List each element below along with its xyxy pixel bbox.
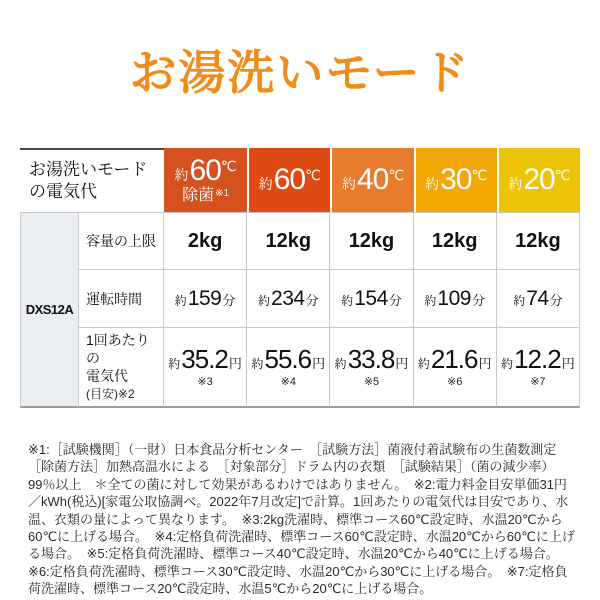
runtime-cell: 約159分 xyxy=(164,270,247,328)
temp-value: 60 xyxy=(189,153,221,187)
electricity-cost-table xyxy=(20,148,580,408)
temp-unit: ℃ xyxy=(220,157,237,174)
cost-cell: 約55.6円 ※4 xyxy=(247,328,330,408)
approx-prefix: 約 xyxy=(258,176,273,193)
temp-column-header-40c xyxy=(330,148,413,212)
temp-header-main xyxy=(175,155,237,187)
model-label: DXS12A xyxy=(20,212,79,408)
footnote-ref: ※3 xyxy=(197,376,213,388)
temp-value: 30 xyxy=(440,163,472,197)
capacity-cell: 2kg xyxy=(164,212,247,270)
temp-unit: ℃ xyxy=(305,167,321,184)
sanitize-label: 除菌$^{※1}$ xyxy=(182,187,230,205)
capacity-cell: 12kg xyxy=(330,212,413,270)
runtime-cell: 約154分 xyxy=(330,270,413,328)
approx-prefix: 約 xyxy=(508,176,523,193)
temp-header-main xyxy=(508,164,570,196)
temp-value: 40 xyxy=(356,163,389,197)
capacity-cell: 12kg xyxy=(497,212,580,270)
row-label-cost: 1回あたりの 電気代 (目安)※2 xyxy=(79,328,164,408)
footnote-ref: ※5 xyxy=(363,376,380,388)
temp-unit: ℃ xyxy=(471,167,488,184)
temp-value: 60 xyxy=(273,163,306,197)
corner-header-line2: の電気代 xyxy=(29,182,97,201)
footnote-ref: ※7 xyxy=(530,376,546,388)
runtime-cell: 約234分 xyxy=(247,270,330,328)
cost-cell: 約33.8円 ※5 xyxy=(330,328,413,408)
row-label-runtime: 運転時間 xyxy=(79,270,164,328)
approx-prefix: 約 xyxy=(425,176,440,193)
row-label-capacity: 容量の上限 xyxy=(79,212,164,270)
approx-prefix: 約 xyxy=(341,176,356,193)
page-title: お湯洗いモード xyxy=(129,46,471,99)
temp-column-header-60c-sanitize xyxy=(164,148,247,212)
temp-unit: ℃ xyxy=(388,167,405,184)
temp-unit: ℃ xyxy=(554,167,571,184)
cost-cell: 約12.2円 ※7 xyxy=(497,328,580,408)
footnote-ref: ※4 xyxy=(280,376,296,388)
corner-header-line1: お湯洗いモード xyxy=(29,160,148,179)
footnotes-text: ※1:［試験機関］（一財）日本食品分析センター ［試験方法］菌液付着試験布の生菌数測定 ［除菌方法］加熱高温水による ［対象部分］ドラム内の衣類 ［試験結果］（菌の減少率）99％以上 ＊全ての菌に対して効果があるわけではありません。 ※2:電力料金目安単価31円／kWh(税込)[家電公取協調べ。2022年7月改定]で計算。1回あたりの電気代は目安であり、水温、衣類の量によって異なります。 ※3:2kg洗濯時、標準コース60℃設定時、水温20℃から60℃に上げる場合。 ※4:定格負荷洗濯時、標準コース60℃設定時、水温20℃から60℃に上げる場合。 ※5:定格負荷洗濯時、標準コース40℃設定時、水温20℃から40℃に上げる場合。 ※6:定格負荷洗濯時、標準コース30℃設定時、水温20℃から30℃に上げる場合。 ※7:定格負荷洗濯時、標準コース20℃設定時、水温5℃から20℃に上げる場合。 xyxy=(28,442,575,597)
table-corner-header xyxy=(20,148,164,212)
temp-column-header-60c xyxy=(247,148,330,212)
capacity-cell: 12kg xyxy=(414,212,497,270)
runtime-cell: 約74分 xyxy=(497,270,580,328)
temp-header-main xyxy=(425,164,487,196)
footnote-ref: ※1 xyxy=(215,188,230,200)
cost-cell: 約21.6円 ※6 xyxy=(414,328,497,408)
temp-column-header-30c xyxy=(414,148,497,212)
approx-prefix: 約 xyxy=(174,166,189,183)
temp-header-main xyxy=(259,164,321,196)
temp-value: 20 xyxy=(523,163,555,197)
capacity-cell: 12kg xyxy=(247,212,330,270)
cost-cell: 約35.2円 ※3 xyxy=(164,328,247,408)
temp-column-header-20c xyxy=(497,148,580,212)
runtime-cell: 約109分 xyxy=(414,270,497,328)
temp-header-main xyxy=(342,164,404,196)
footnote-ref: ※6 xyxy=(447,376,463,388)
